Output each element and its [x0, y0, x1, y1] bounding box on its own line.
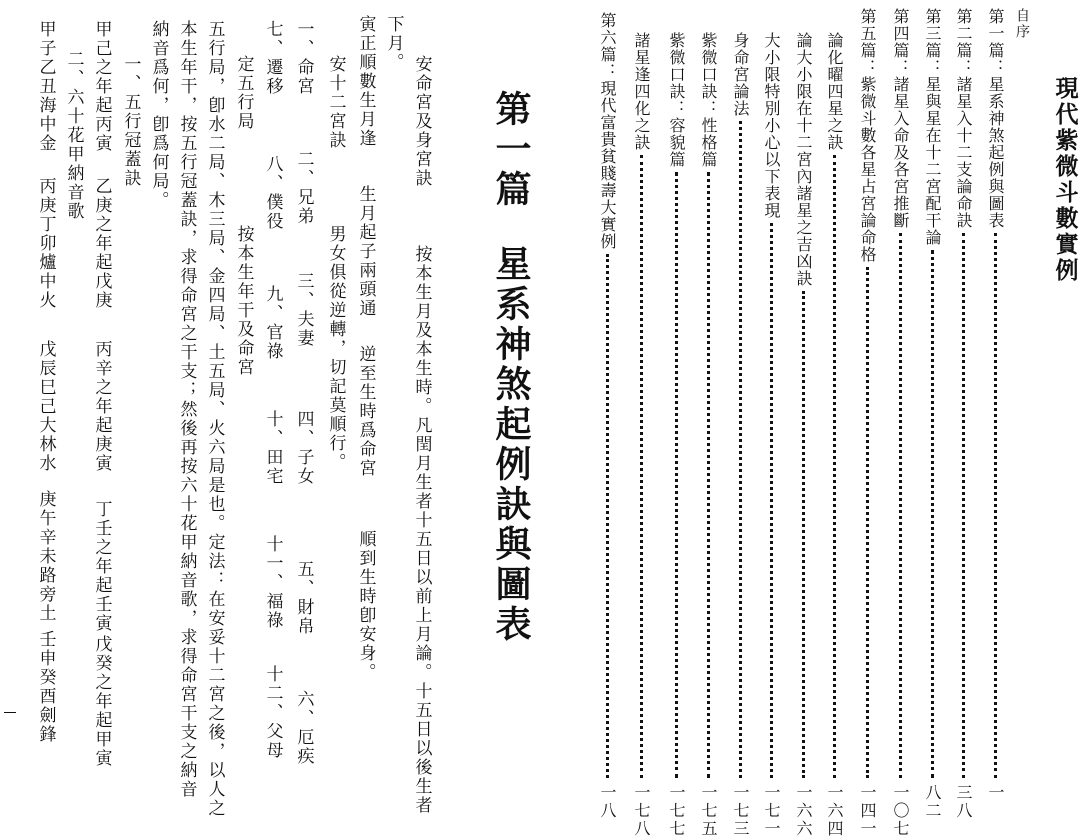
- toc-label: 第五篇：紫微斗數各星占宮論命格: [858, 8, 877, 263]
- palace-item: 七、遷移: [262, 20, 283, 96]
- dot-leader: [707, 172, 710, 778]
- dot-leader: [675, 172, 678, 778]
- toc-label: 第三篇：星與星在十二宮配干論: [923, 8, 942, 246]
- toc-page: 一七七: [667, 784, 686, 838]
- palace-item: 十、田宅: [262, 410, 283, 486]
- palace-item: 一、命宮: [293, 20, 314, 96]
- palace-item: 九、官祿: [262, 285, 283, 361]
- palace-item: 五、財帛: [293, 560, 314, 636]
- paragraph-line: 五行局，卽水二局、木三局、金四局、土五局、火六局是也。定法：在安妥十二宮之後，以人之: [204, 20, 225, 818]
- dot-leader: [866, 267, 869, 778]
- toc-page: 八二: [923, 784, 942, 820]
- toc-entry[interactable]: [855, 8, 879, 840]
- rule-line: 乙庚之年起戊庚: [91, 177, 112, 310]
- rule-line: 壬申癸酉劍鋒: [35, 630, 56, 744]
- section-note: 男女俱從逆轉，切記莫順行。: [325, 225, 346, 472]
- toc-page: 三八: [954, 784, 973, 820]
- palace-item: 三、夫妻: [293, 272, 314, 348]
- toc-entry[interactable]: [920, 8, 944, 840]
- verse-line: 寅正順數生月逢: [355, 15, 376, 148]
- rule-line: 甲己之年起丙寅: [91, 20, 112, 153]
- book-title: 現代紫微斗數實例: [1051, 76, 1078, 284]
- toc-entry[interactable]: [728, 32, 752, 840]
- dot-leader: [739, 121, 742, 778]
- dot-leader: [606, 254, 609, 778]
- palace-item: 十二、父母: [262, 665, 283, 760]
- dot-leader: [770, 223, 773, 778]
- toc-preface[interactable]: 自序: [1014, 8, 1030, 40]
- rule-line: 丁壬之年起壬寅: [91, 500, 112, 633]
- toc-label: 第二篇：諸星入十二支論命訣: [954, 8, 973, 229]
- paragraph-line: 納音爲何，卽爲何局。: [148, 20, 169, 210]
- palace-item: 二、兄弟: [293, 150, 314, 226]
- toc-label: 身命宮論法: [731, 32, 750, 117]
- dot-leader: [899, 233, 902, 778]
- toc-label: 第一篇：星系神煞起例與圖表: [986, 8, 1005, 229]
- rule-line: 丙庚丁卯爐中火: [35, 177, 56, 310]
- section-note-cont: 下月。: [383, 15, 404, 72]
- dot-leader: [640, 155, 643, 778]
- toc-page: 一四一: [858, 784, 877, 838]
- toc-label: 第四篇：諸星入命及各宮推斷: [891, 8, 910, 229]
- palace-item: 十一、福祿: [262, 535, 283, 630]
- rule-line: 甲子乙丑海中金: [35, 20, 56, 153]
- palace-item: 六、厄疾: [293, 690, 314, 766]
- toc-entry[interactable]: [951, 8, 975, 840]
- dot-leader: [962, 233, 965, 778]
- palace-item: 四、子女: [293, 410, 314, 486]
- verse-line: 逆至生時爲命宮: [355, 345, 376, 478]
- toc-page: 一八: [598, 784, 617, 820]
- toc-entry[interactable]: [629, 32, 653, 840]
- section-note: 按本生年干及命宮: [233, 225, 254, 377]
- section-note: 按本生月及本生時。凡閏月生者十五日以前上月論。十五日以後生者: [411, 245, 432, 815]
- dot-leader: [994, 233, 997, 778]
- paragraph-line: 本生年干，按五行冠蓋訣，求得命宮之干支；然後再按六十花甲納音歌，求得命宮干支之納音: [176, 20, 197, 799]
- toc-page: 一〇七: [891, 784, 910, 838]
- toc-label: 論化曜四星之訣: [825, 32, 844, 151]
- toc-page: 一七八: [632, 784, 651, 838]
- toc-entry[interactable]: [664, 32, 688, 840]
- page-number: [4, 712, 16, 713]
- toc-entry[interactable]: [696, 32, 720, 840]
- subsection-heading: 二、六十花甲納音歌: [63, 50, 84, 221]
- palace-item: 八、僕役: [262, 155, 283, 231]
- subsection-heading: 一、五行冠蓋訣: [120, 55, 141, 188]
- rule-line: 戊癸之年起甲寅: [91, 635, 112, 768]
- toc-entry[interactable]: [983, 8, 1007, 840]
- toc-label: 紫微口訣：容貌篇: [667, 32, 686, 168]
- toc-label: 紫微口訣：性格篇: [699, 32, 718, 168]
- toc-label: 大小限特別小心以下表現: [762, 32, 781, 219]
- toc-entry[interactable]: [759, 32, 783, 840]
- toc-label: 論大小限在十二宮內諸星之吉凶訣: [794, 32, 813, 287]
- rule-line: 庚午辛未路旁土: [35, 490, 56, 623]
- chapter-number: 第一篇: [490, 90, 531, 210]
- toc-page: 一七一: [762, 784, 781, 838]
- toc-entry[interactable]: [595, 12, 619, 840]
- toc-page: 一六四: [825, 784, 844, 838]
- toc-label: 諸星逢四化之訣: [632, 32, 651, 151]
- dot-leader: [802, 291, 805, 778]
- toc-entry[interactable]: [791, 32, 815, 840]
- toc-entry[interactable]: [888, 8, 912, 840]
- dot-leader: [931, 250, 934, 778]
- toc-page: 一七五: [699, 784, 718, 838]
- toc-page: 一七三: [731, 784, 750, 838]
- section-heading: 安命宮及身宮訣: [411, 55, 432, 188]
- section-heading: 安十二宮訣: [325, 55, 346, 150]
- toc-page: 一六六: [794, 784, 813, 838]
- toc-label: 第六篇：現代富貴貧賤壽大實例: [598, 12, 617, 250]
- verse-line: 順到生時卽安身。: [355, 530, 376, 682]
- rule-line: 戊辰巳己大林水: [35, 340, 56, 473]
- section-heading: 定五行局: [233, 55, 254, 131]
- rule-line: 丙辛之年起庚寅: [91, 340, 112, 473]
- toc-entry[interactable]: [822, 32, 846, 840]
- dot-leader: [833, 155, 836, 778]
- chapter-title: 星系神煞起例訣與圖表: [490, 245, 531, 645]
- toc-page: 一: [986, 784, 1005, 802]
- verse-line: 生月起子兩頭通: [355, 185, 376, 318]
